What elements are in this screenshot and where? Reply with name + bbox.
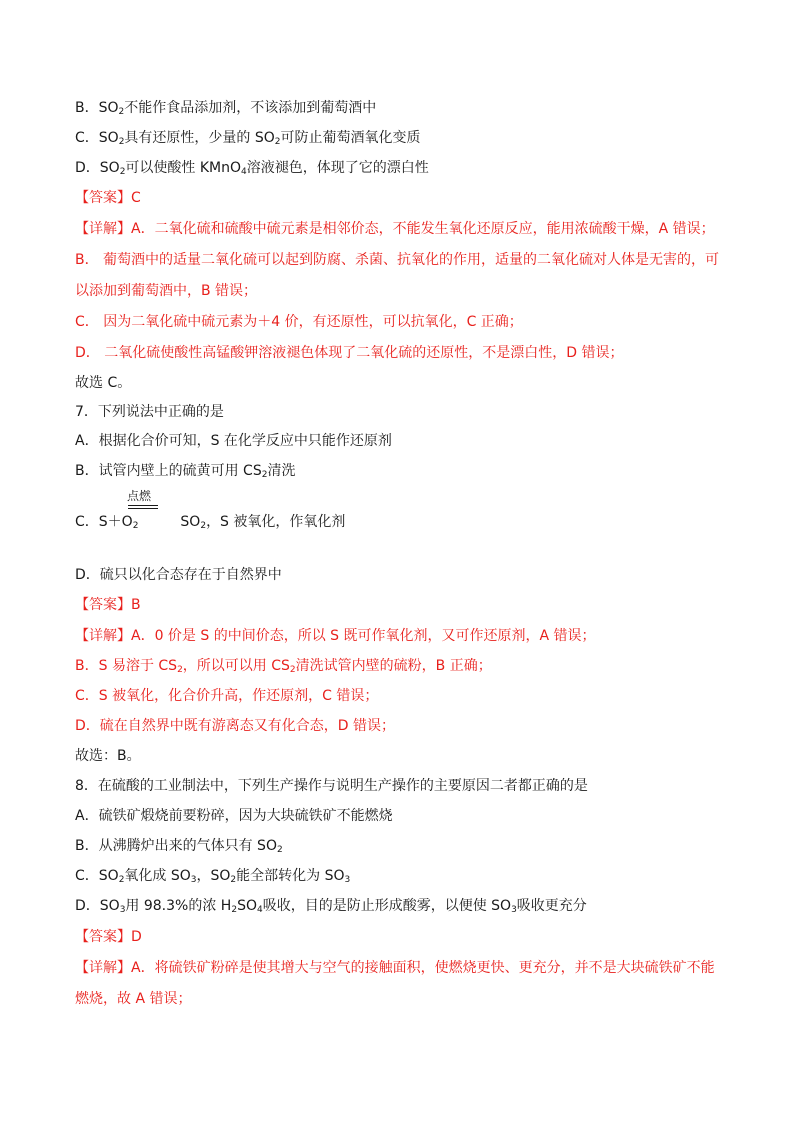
q7-option-c: C．$S+O_2$ $SO_2$，S 被氧化，作氧化剂 [75, 514, 346, 531]
q8-option-d: D．$SO_3$用 98.3%的浓 $H_2SO_4$吸收，目的是防止形成酸雾，以便使 $SO_3$吸收更充分 [75, 898, 587, 915]
q7-answer: 【答案】B [75, 597, 141, 613]
q7-detail-c: C．S 被氧化，化合价升高，作还原剂，C 错误； [75, 688, 379, 704]
q7-detail-a: 【详解】A．0 价是 S 的中间价态，所以 S 既可作氧化剂，又可作还原剂，A 错误； [75, 628, 596, 644]
q6-answer: 【答案】C [75, 190, 141, 206]
q7-option-d: D．硫只以化合态存在于自然界中 [75, 567, 282, 583]
q8-option-a: A．硫铁矿煅烧前要粉碎，因为大块硫铁矿不能燃烧 [75, 808, 393, 824]
q8-detail-a-cont: 燃烧，故 A 错误； [75, 991, 192, 1007]
q8-stem: 8．在硫酸的工业制法中，下列生产操作与说明生产操作的主要原因二者都正确的是 [75, 778, 588, 794]
q6-conclusion: 故选 C。 [75, 375, 132, 391]
q8-detail-a: 【详解】A．将硫铁矿粉碎是使其增大与空气的接触面积，使燃烧更快、更充分，并不是大块硫铁矿不能 [75, 960, 715, 976]
q6-detail-d: D． 二氧化硫使酸性高锰酸钾溶液褪色体现了二氧化硫的还原性，不是漂白性，D 错误； [75, 345, 624, 361]
q7-detail-b: B．S 易溶于 $CS_2$，所以可以用 $CS_2$清洗试管内壁的硫粉，B 正确； [75, 658, 492, 675]
q8-option-b: B．从沸腾炉出来的气体只有 $SO_2$ [75, 838, 283, 855]
q6-option-b: B．$SO_2$不能作食品添加剂，不该添加到葡萄酒中 [75, 100, 377, 117]
q6-option-d: D．$SO_2$可以使酸性 KMnO$_4$溶液褪色，体现了它的漂白性 [75, 160, 429, 177]
q8-option-c: C．$SO_2$氧化成 $SO_3$，$SO_2$能全部转化为 $SO_3$ [75, 868, 351, 885]
reaction-condition: 点燃 [127, 489, 152, 503]
q7-conclusion: 故选：B。 [75, 748, 141, 764]
q7-stem: 7．下列说法中正确的是 [75, 404, 224, 420]
equals-bar-bottom [128, 508, 158, 509]
q7-option-b: B．试管内壁上的硫黄可用 $CS_2$清洗 [75, 463, 296, 480]
q6-detail-b: B． 葡萄酒中的适量二氧化硫可以起到防腐、杀菌、抗氧化的作用，适量的二氧化硫对人体是无害的，可 [75, 252, 720, 268]
q6-detail-c: C． 因为二氧化硫中硫元素为＋4 价，有还原性，可以抗氧化，C 正确； [75, 314, 523, 330]
equals-bar-top [128, 505, 158, 506]
q6-option-c: C．$SO_2$具有还原性，少量的 $SO_2$可防止葡萄酒氧化变质 [75, 130, 421, 147]
q6-detail-a: 【详解】A．二氧化硫和硫酸中硫元素是相邻价态，不能发生氧化还原反应，能用浓硫酸干燥，A 错误； [75, 221, 715, 237]
q7-option-a: A．根据化合价可知，S 在化学反应中只能作还原剂 [75, 433, 392, 449]
q7-detail-d: D．硫在自然界中既有游离态又有化合态，D 错误； [75, 718, 396, 734]
q8-answer: 【答案】D [75, 929, 142, 945]
q6-detail-b-cont: 以添加到葡萄酒中，B 错误； [75, 283, 258, 299]
